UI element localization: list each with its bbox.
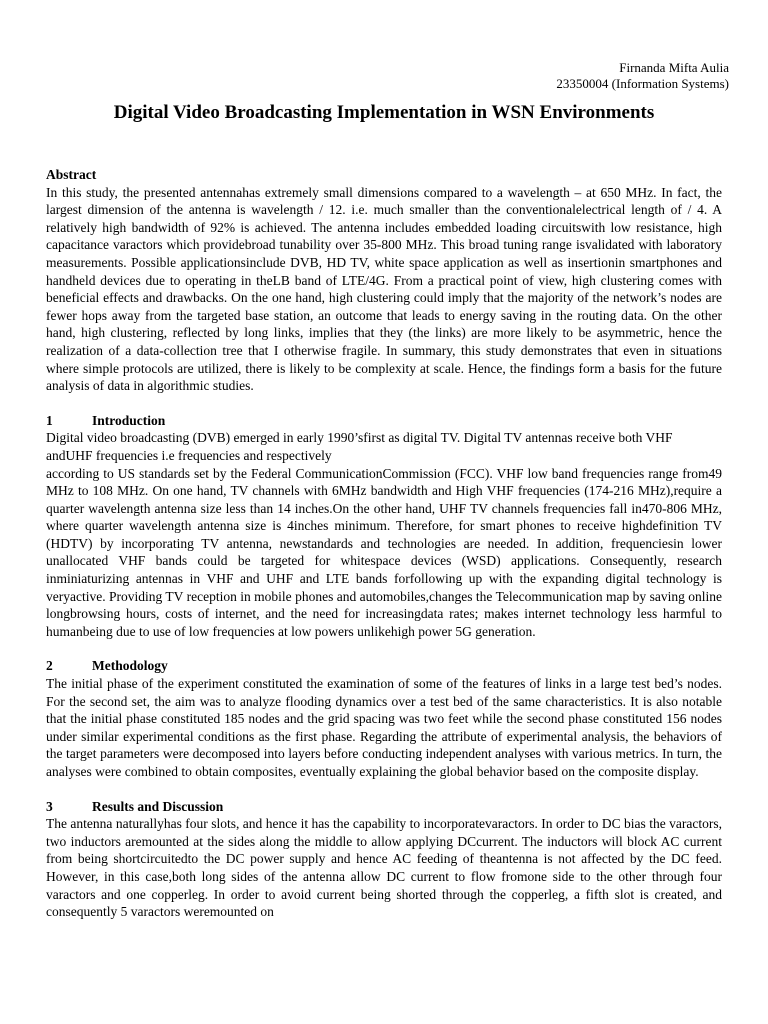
author-name: Firnanda Mifta Aulia (619, 60, 729, 75)
section-number: 2 (46, 658, 53, 674)
section-number: 3 (46, 798, 53, 814)
section-heading (46, 412, 722, 430)
section-heading (46, 657, 722, 675)
author-block (556, 60, 729, 92)
results-section (46, 798, 722, 921)
section-text: The initial phase of the experiment constituted the examination of some of the features of links in a large test bed’s nodes. For the second set, the aim was to analyze flooding dynamics over a test bed of the same characteristics. It is also notable that the initial phase constituted 185 nodes and the grid spacing was two feet while the second phase constituted 156 nodes under similar experimental conditions as the first phase. Regarding the attribute of experimental analysis, the behaviors of the target parameters were decomposed into layers before conducting independent analyses with various metrics. In turn, the analyses were combined to obtain composites, eventually explaining the global behavior based on the composite display. (46, 676, 722, 779)
abstract-heading: Abstract (46, 167, 97, 182)
document-title: Digital Video Broadcasting Implementation in WSN Environments (113, 102, 655, 123)
section-title: Introduction (92, 412, 166, 428)
abstract-text: In this study, the presented antennahas extremely small dimensions compared to a wavelength – at 650 MHz. In fact, the largest dimension of the antenna is wavelength / 12. i.e. much smaller than the conventionalelectrical length of / 4. A relatively high bandwidth of 92% is achieved. The antenna includes embedded loading circuitswith low resistance, high capacitance varactors which providebroad tunability over 35-800 MHz. This broad tuning range isvalidated with laboratory measurements. Possible applicationsinclude DVB, HD TV, white space application as well as insertionin smartphones and handheld devices due to operating in theLB band of LTE/4G. From a practical point of view, high clustering comes with beneficial effects and drawbacks. On the one hand, high clustering could imply that the majority of the network’s nodes are fewer hops away from the targeted base station, an outcome that leads to energy saving in the routing data. On the other hand, high clustering, reflected by long links, implies that they (the links) are more likely to be asymmetric, hence the realization of a data-collection tree that I otherwise fragile. In summary, this study demonstrates that even in situations where simple protocols are utilized, there is likely to be complexity at scale. Hence, the findings form a basis for the future analysis of data in algorithmic studies. (46, 184, 722, 394)
author-id: 23350004 (Information Systems) (556, 76, 729, 91)
section-text: The antenna naturallyhas four slots, and hence it has the capability to incorporatevaractors. In order to DC bias the varactors, two inductors aremounted at the sides along the middle to allow applying DCcurrent. The inductors will block AC current from being shortcircuitedto the DC power supply and hence AC feeding of theantenna is not affected by the DC feed. However, in this case,both long sides of the antenna allow DC current to flow fromone side to the other through four varactors and one copperleg. In order to avoid current being shorted through the copperleg, a fifth slot is created, and consequently 5 varactors weremounted on (46, 816, 722, 920)
section-text: according to US standards set by the Federal CommunicationCommission (FCC). VHF low band frequencies range from49 MHz to 108 MHz. On one hand, TV channels with 6MHz bandwidth and High VHF frequencies (174-216 MHz),require a quarter wavelength antenna size less than 14 inches.On the other hand, UHF TV channels frequencies fall in470-806 MHz, where quarter wavelength antenna size is 4inches minimum. Therefore, for smart phones to receive highdefinition TV (HDTV) by incorporating TV antenna, newstandards and technologies are needed. In addition, frequenciesin lower unallocated VHF bands could be targeted for whitespace devices (WSD) applications. Consequently, research inminiaturizing antennas in VHF and UHF and LTE bands forfollowing up with the expanding digital technology is veryactive. Providing TV reception in mobile phones and automobiles,changes the Telecommunication map by saving online longbrowsing hours, costs of internet, and the need for increasingdata rates; makes internet technology less harmful to humanbeing due to use of low frequencies at low powers unlikehigh power 5G generation. (46, 465, 722, 639)
section-number: 1 (46, 412, 53, 428)
section-heading (46, 798, 722, 816)
abstract-section (46, 166, 722, 395)
intro-lead-line: Digital video broadcasting (DVB) emerged in early 1990’sfirst as digital TV. Digital TV antennas receive both VHF andUHF frequencies i.e frequencies and respectively (46, 430, 673, 463)
document-body (46, 166, 722, 938)
methodology-section (46, 657, 722, 780)
introduction-section (46, 412, 722, 641)
section-title: Results and Discussion (92, 798, 224, 814)
section-title: Methodology (92, 658, 168, 674)
